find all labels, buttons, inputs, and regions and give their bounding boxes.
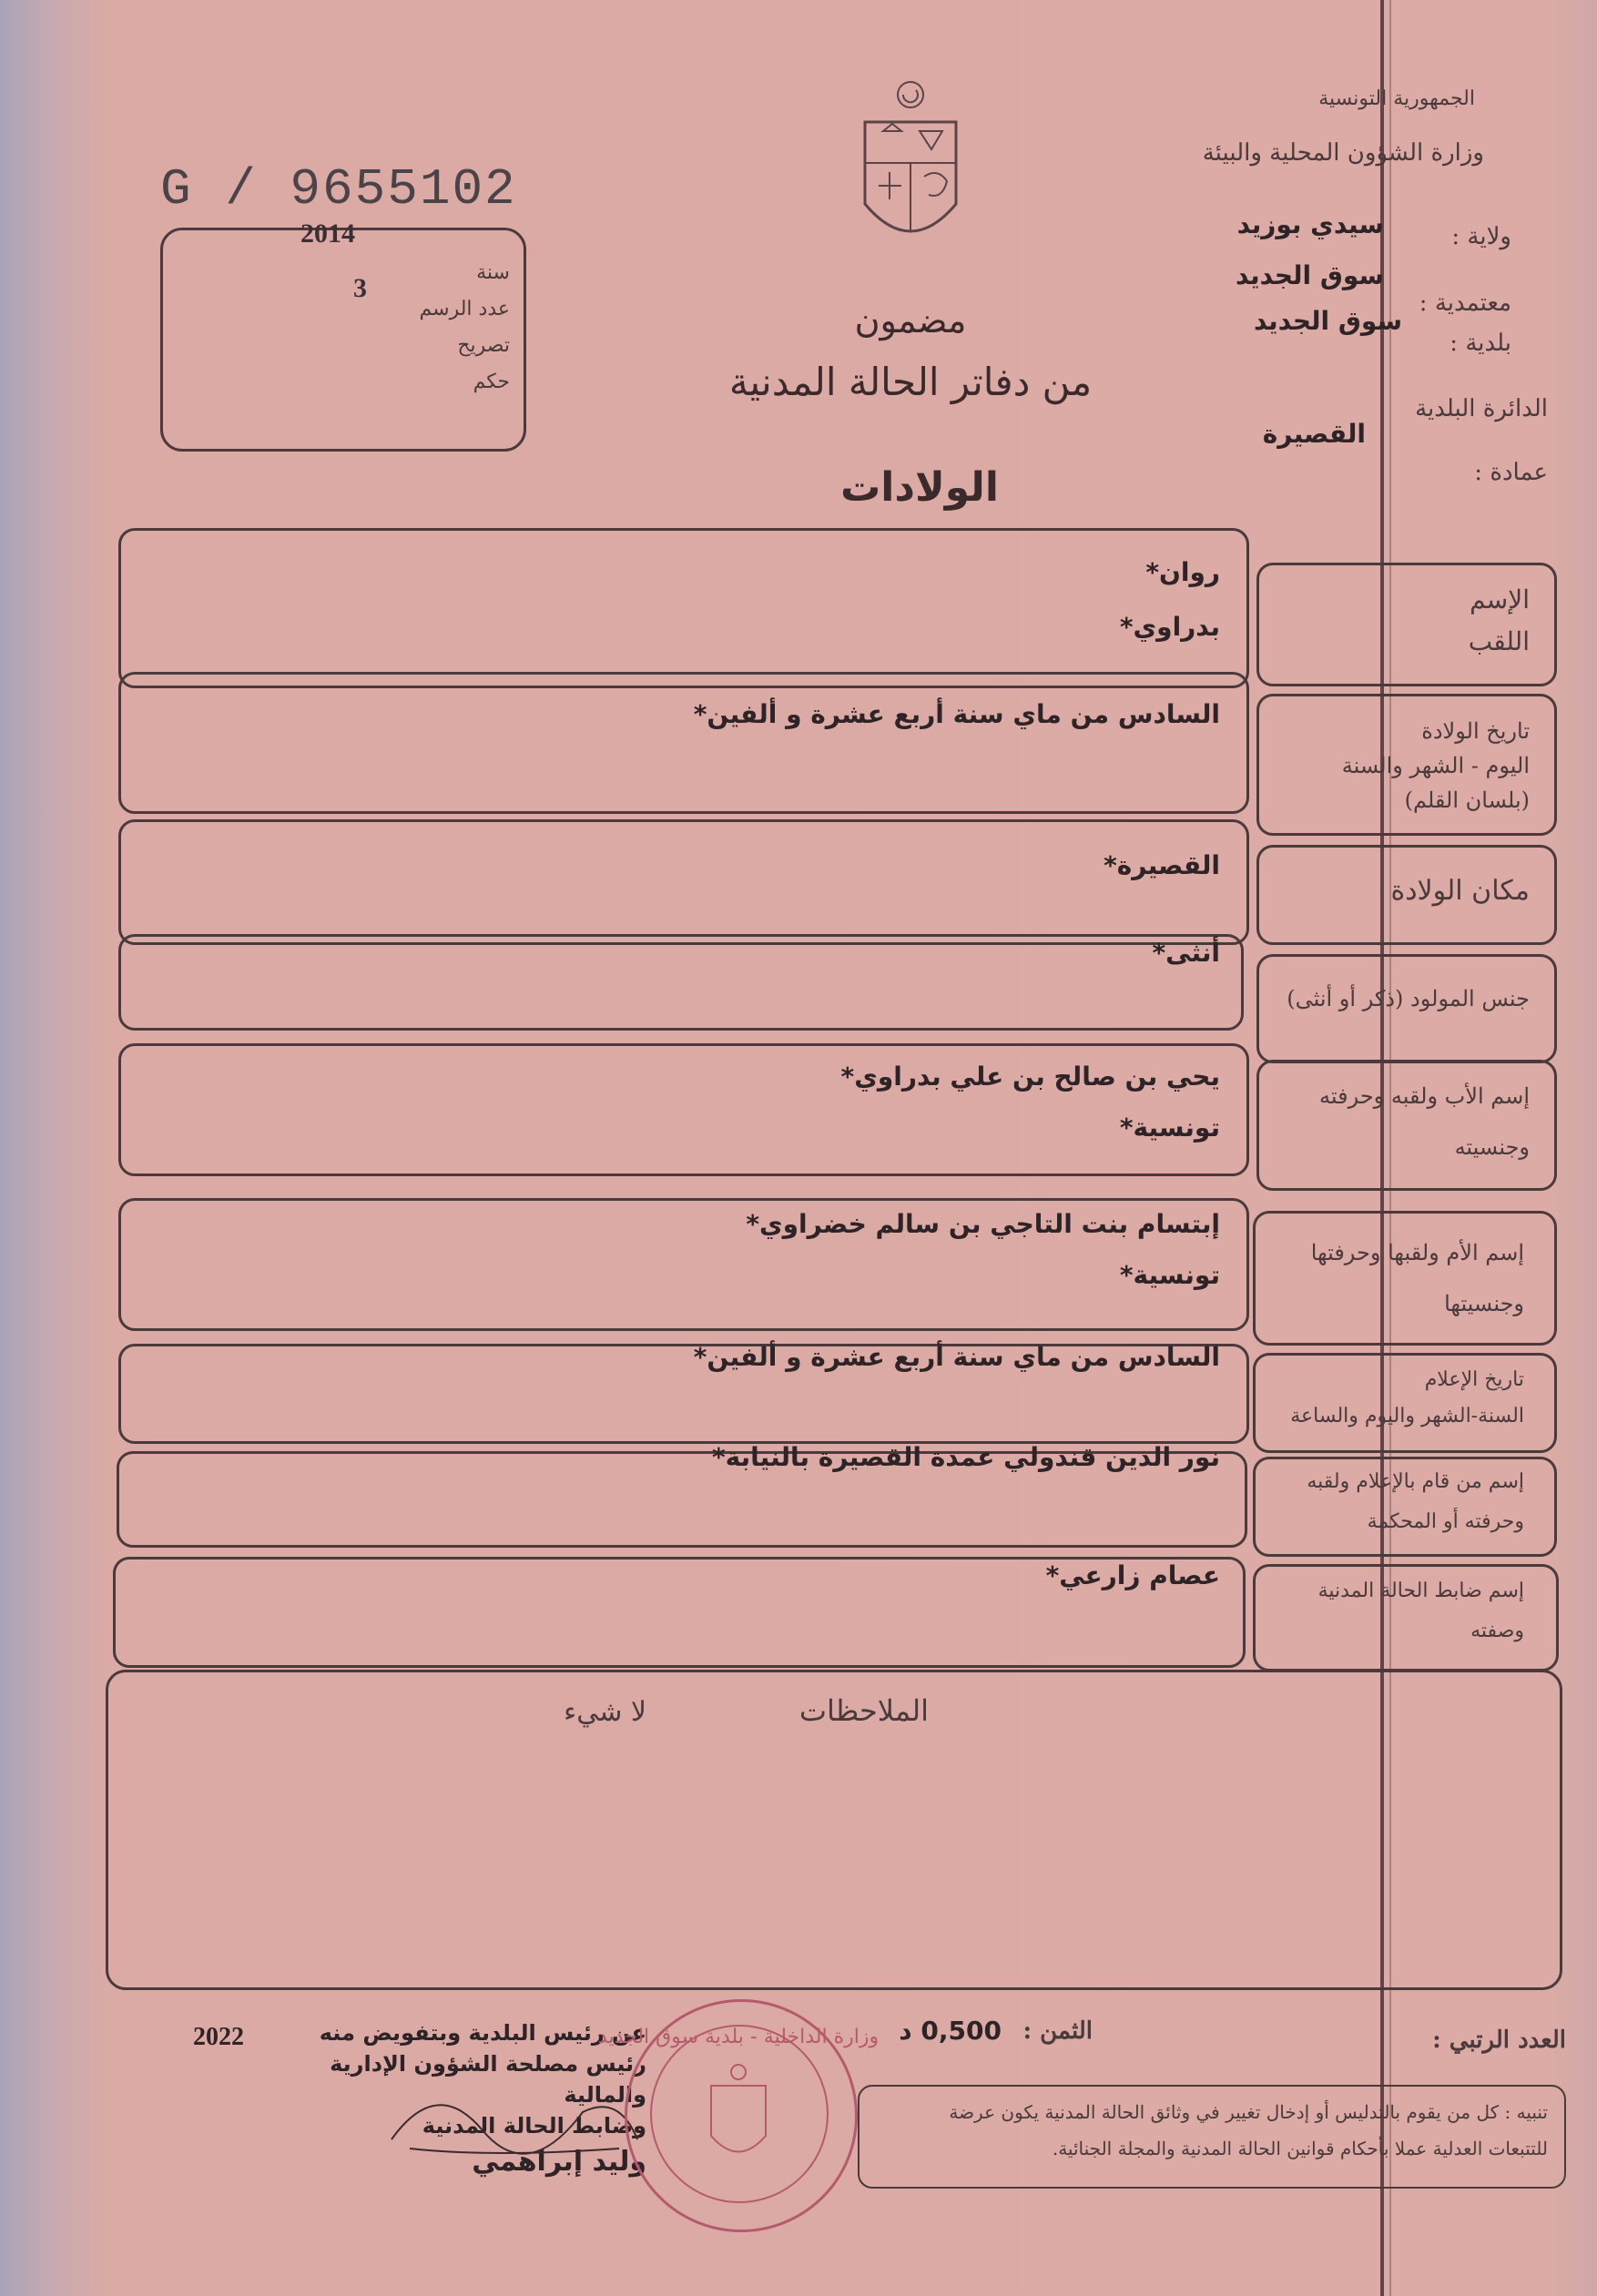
birth-date-value: السادس من ماي سنة أربع عشرة و ألفين* bbox=[693, 699, 1220, 729]
mother-nationality-value: تونسية* bbox=[1119, 1260, 1220, 1290]
name-value-box bbox=[118, 528, 1249, 688]
birth-date-label: تاريخ الولادة bbox=[1421, 718, 1530, 744]
signature-scribble-icon bbox=[382, 2057, 656, 2167]
stamp-emblem-icon bbox=[597, 1999, 880, 2227]
mother-label: إسم الأم ولقبها وحرفتها bbox=[1310, 1240, 1524, 1265]
document-title-line2: من دفاتر الحالة المدنية bbox=[728, 360, 1093, 404]
issue-date: 2022 bbox=[193, 2023, 244, 2051]
mother-value: إبتسام بنت التاجي بن سالم خضراوي* bbox=[746, 1209, 1220, 1239]
price-value: 0,500 د bbox=[899, 2016, 1002, 2046]
notice-line1: تنبيه : كل من يقوم بالتدليس أو إدخال تغيير في وثائق الحالة المدنية يكون عرضة bbox=[949, 2101, 1548, 2123]
officer-sublabel: وصفته bbox=[1470, 1620, 1524, 1642]
district-value: القصيرة bbox=[1262, 419, 1366, 449]
surname-label: اللقب bbox=[1468, 626, 1530, 656]
sex-value: أنثى* bbox=[1152, 938, 1220, 968]
declarant-value: نور الدين قندولي عمدة القصيرة بالنيابة* bbox=[712, 1442, 1220, 1472]
signatory-name: وليد إبراهمي bbox=[472, 2146, 646, 2178]
declarant-sublabel: وحرفته أو المحكمة bbox=[1367, 1510, 1524, 1533]
serial-number-label: العدد الرتبي : bbox=[1432, 2027, 1566, 2054]
stamp-text: وزارة الداخلية - بلدية سوق الجديد bbox=[597, 2026, 880, 2048]
declaration-date-sublabel: السنة-الشهر واليوم والساعة bbox=[1290, 1405, 1524, 1427]
registry-label-year: سنة bbox=[476, 261, 510, 284]
registry-year: 2014 bbox=[300, 218, 355, 249]
document-serial-number: G / 9655102 bbox=[160, 160, 517, 218]
delegation-label: معتمدية : bbox=[1419, 290, 1511, 317]
remarks-value: لا شيء bbox=[564, 1696, 646, 1728]
father-value: يحي بن صالح بن علي بدراوي* bbox=[840, 1062, 1220, 1092]
signatory-line2: رئيس مصلحة الشؤون الإدارية والمالية bbox=[330, 2051, 646, 2108]
document-title-births: الولادات bbox=[840, 464, 999, 511]
municipality-value: سوق الجديد bbox=[1253, 306, 1402, 336]
mother-nationality-label: وجنسيتها bbox=[1444, 1291, 1524, 1316]
father-label: إسم الأب ولقبه وحرفته bbox=[1319, 1083, 1530, 1109]
delegation-value: سوق الجديد bbox=[1235, 260, 1384, 290]
officer-label: إسم ضابط الحالة المدنية bbox=[1317, 1580, 1524, 1602]
imada-label: عمادة : bbox=[1474, 459, 1548, 486]
price-label: الثمن : bbox=[1022, 2017, 1093, 2045]
registry-label-number: عدد الرسم bbox=[419, 298, 510, 320]
republic-name: الجمهورية التونسية bbox=[1318, 87, 1475, 110]
ministry-name: وزارة الشؤون المحلية والبيئة bbox=[1202, 139, 1484, 167]
birth-date-sublabel: اليوم - الشهر والسنة bbox=[1341, 753, 1530, 778]
first-name-value: روان* bbox=[1145, 557, 1220, 587]
declarant-label: إسم من قام بالإعلام ولقبه bbox=[1307, 1470, 1524, 1493]
municipality-label: بلدية : bbox=[1450, 330, 1511, 357]
declaration-date-label: تاريخ الإعلام bbox=[1424, 1368, 1524, 1391]
sex-label: جنس المولود (ذكر أو أنثى) bbox=[1287, 986, 1530, 1011]
registry-number: 3 bbox=[353, 273, 367, 303]
signatory-line3: وضابط الحالة المدنية bbox=[422, 2113, 646, 2139]
birth-place-value: القصيرة* bbox=[1104, 850, 1220, 880]
father-nationality-label: وجنسيته bbox=[1454, 1134, 1530, 1160]
officer-value: عصام زارعي* bbox=[1045, 1560, 1220, 1590]
tunisia-coat-of-arms-icon bbox=[847, 76, 974, 249]
notice-line2: للتتبعات العدلية عملا بأحكام قوانين الحالة المدنية والمجلة الجنائية. bbox=[1052, 2138, 1548, 2159]
birth-place-value-box bbox=[118, 819, 1249, 945]
registry-label-judgment: حكم bbox=[473, 371, 510, 393]
last-name-value: بدراوي* bbox=[1119, 612, 1220, 642]
name-label: الإسم bbox=[1470, 584, 1530, 615]
birth-place-label: مكان الولادة bbox=[1390, 875, 1530, 907]
birth-date-value-box bbox=[118, 672, 1249, 814]
birth-date-note: (بلسان القلم) bbox=[1404, 787, 1530, 813]
signatory-line1: عن رئيس البلدية وبتفويض منه bbox=[319, 2020, 646, 2046]
registry-label-declaration: تصريح bbox=[457, 334, 510, 357]
declaration-date-value: السادس من ماي سنة أربع عشرة و ألفين* bbox=[693, 1342, 1220, 1372]
district-label: الدائرة البلدية bbox=[1415, 395, 1548, 422]
father-nationality-value: تونسية* bbox=[1119, 1112, 1220, 1143]
wilaya-label: ولاية : bbox=[1451, 223, 1511, 250]
remarks-label: الملاحظات bbox=[798, 1693, 929, 1728]
document-title-line1: مضمون bbox=[854, 300, 967, 340]
wilaya-value: سيدي بوزيد bbox=[1236, 209, 1384, 239]
